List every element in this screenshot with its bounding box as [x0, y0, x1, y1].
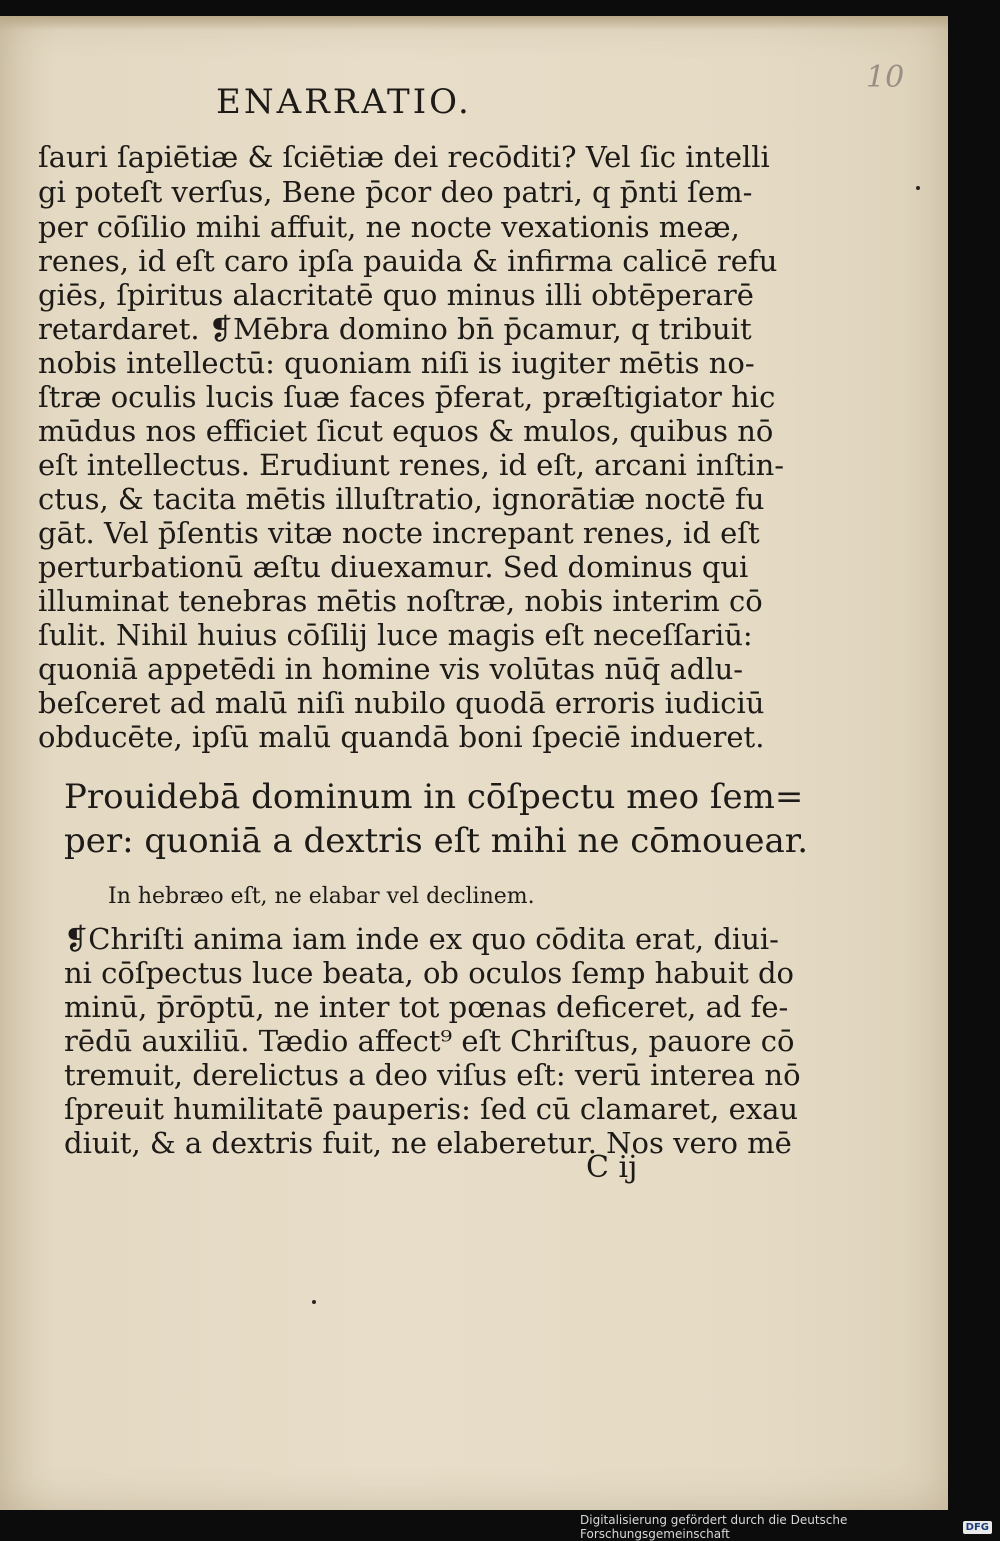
text-line: nobis intellectū: quoniam niſi is iugiter mētis no-	[38, 346, 755, 380]
text-line: retardaret. ❡Mēbra domino bn̄ p̄camur, q tribuit	[38, 312, 752, 346]
text-line: ſulit. Nihil huius cōſilij luce magis eſt neceſſariū:	[38, 618, 753, 652]
page-top-edge	[0, 16, 948, 30]
text-line: quoniā appetēdi in homine vis volūtas nūq̄ adlu-	[38, 652, 744, 686]
text-line: giēs, ſpiritus alacritatē quo minus illi obtēperarē	[38, 278, 754, 312]
verse-line: per: quoniā a dextris eſt mihi ne cōmouear.	[64, 821, 809, 861]
text-line: renes, id eſt caro ipſa pauida & infirma calicē refu	[38, 244, 778, 278]
text-line: ſpreuit humilitatē pauperis: ſed cū clamaret, exau	[64, 1092, 799, 1126]
text-line: ſtræ oculis lucis ſuæ faces p̄ferat, præſtigiator hic	[38, 380, 776, 414]
dfg-logo: DFG	[963, 1521, 992, 1534]
text-line: eſt intellectus. Erudiunt renes, id eſt, arcani inſtin-	[38, 448, 785, 482]
running-head: ENARRATIO.	[216, 82, 472, 122]
text-line: mūdus nos efficiet ſicut equos & mulos, quibus nō	[38, 414, 774, 448]
hebrew-note: In hebræo eſt, ne elabar vel declinem.	[108, 884, 535, 909]
ink-speck	[312, 1300, 316, 1304]
text-line: per cōſilio mihi affuit, ne nocte vexationis meæ,	[38, 210, 740, 244]
text-line: ❡Chriſti anima iam inde ex quo cōdita erat, diui-	[64, 922, 779, 956]
signature-mark: C ij	[586, 1150, 638, 1185]
text-line: perturbationū æſtu diuexamur. Sed dominus qui	[38, 550, 749, 584]
text-line: minū, p̄rōptū, ne inter tot pœnas deficeret, ad fe-	[64, 990, 789, 1024]
text-line: illuminat tenebras mētis noſtræ, nobis interim cō	[38, 584, 763, 618]
text-line: tremuit, derelictus a deo viſus eſt: verū interea nō	[64, 1058, 801, 1092]
text-line: ctus, & tacita mētis illuſtratio, ignorātiæ noctē fu	[38, 482, 765, 516]
footer-bar	[580, 1515, 1000, 1539]
text-line: gāt. Vel p̄ſentis vitæ nocte increpant renes, id eſt	[38, 516, 760, 550]
text-line: ſauri ſapiētiæ & ſciētiæ dei recōditi? Vel ſic intelli	[38, 140, 770, 174]
text-line: diuit, & a dextris fuit, ne elaberetur. Nos vero mē	[64, 1126, 792, 1160]
folio-number: 10	[866, 60, 905, 95]
funding-notice: Digitalisierung gefördert durch die Deutsche Forschungsgemeinschaft	[580, 1513, 848, 1541]
verse-line: Prouidebā dominum in cōſpectu meo ſem=	[64, 777, 804, 817]
text-line: rēdū auxiliū. Tædio affect⁹ eſt Chriſtus, pauore cō	[64, 1024, 795, 1058]
ink-speck	[916, 186, 920, 190]
text-line: gi poteſt verſus, Bene p̄cor deo patri, q p̄nti ſem-	[38, 175, 753, 209]
text-line: beſceret ad malū niſi nubilo quodā erroris iudiciū	[38, 686, 765, 720]
text-line: ni cōſpectus luce beata, ob oculos ſemp habuit do	[64, 956, 794, 990]
text-line: obducēte, ipſū malū quandā boni ſpeciē indueret.	[38, 720, 765, 754]
